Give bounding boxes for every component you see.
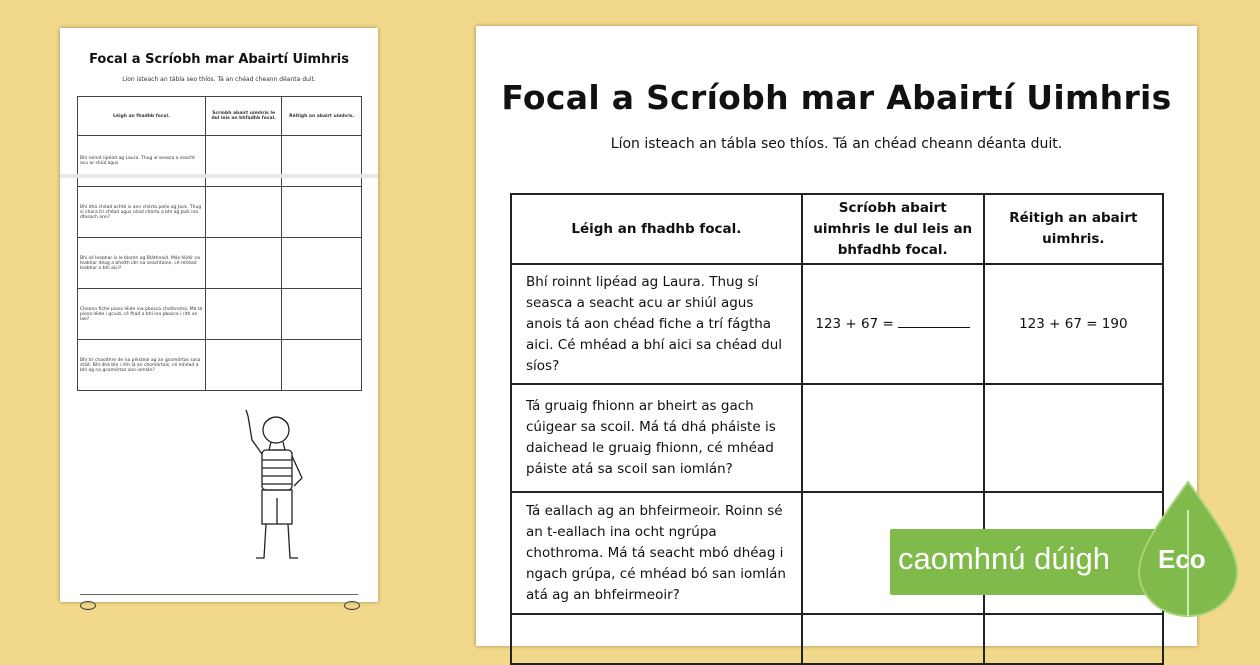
eco-label: Eco xyxy=(1158,544,1206,574)
page-fold xyxy=(60,174,378,178)
table-row xyxy=(78,340,362,391)
problem-text: Tá eallach ag an bhfeirmeoir. Roinn sé an t-eallach ina ocht ngrúpa chothroma. Má tá seacht mbó dhéag i ngach grúpa, cé mhéad bó san iomlán atá ag an bhfeirmeoir? xyxy=(511,492,802,614)
table-row xyxy=(511,384,1163,492)
table-row xyxy=(78,238,362,289)
number-sentence-cell xyxy=(802,384,984,492)
thumbnail-footer-line xyxy=(80,594,358,595)
thumbnail-title: Focal a Scríobh mar Abairtí Uimhris xyxy=(89,52,349,67)
number-sentence: 123 + 67 = xyxy=(815,315,894,332)
table-row xyxy=(78,136,362,187)
header-solve-sentence: Réitigh an abairt uimhris. xyxy=(984,194,1163,264)
thumbnail-header: Réitigh an abairt uimhris. xyxy=(282,97,362,136)
logo-icon xyxy=(344,601,360,610)
table-row xyxy=(78,289,362,340)
solution xyxy=(984,384,1163,492)
problem-text: Bhí roinnt lipéad ag Laura. Thug sí seasca a seacht acu ar shiúl agus anois tá aon chéad fiche a trí fágtha aici. Cé mhéad a bhí aici sa chéad dul síos? xyxy=(511,264,802,384)
thumbnail-cell: Bhí trí chaoithre de na péisteal ag an gcomórtas sasa stáit. Bhí dhá bhí i rith lá an chomórtais, cé mhéad a bhí ag na gcomórtas san iomlán? xyxy=(78,340,206,391)
solution: 123 + 67 = 190 xyxy=(984,264,1163,384)
thumbnail-preview[interactable] xyxy=(60,28,378,602)
thumbnail-instruction: Líon isteach an tábla seo thíos. Tá an chéad cheann déanta duit. xyxy=(122,76,316,83)
table-row xyxy=(511,264,1163,384)
thumbnail-cell: Bhí sé leabhar is le blomh ag Bláthnaid. Más féidir na leabhar déag a bheith idir na seachtaine, cé mhéad leabhar a bhí aici? xyxy=(78,238,206,289)
answer-blank xyxy=(898,315,970,328)
number-sentence-cell xyxy=(802,264,984,384)
header-write-sentence: Scríobh abairt uimhris le dul leis an bhfadhb focal. xyxy=(802,194,984,264)
table-row xyxy=(511,614,1163,664)
thumbnail-cell: Bhí roinnt lipéad ag Laura. Thug sí seasca a seacht acu ar shiúl agus xyxy=(78,136,206,187)
boy-illustration xyxy=(228,408,318,578)
thumbnail-table xyxy=(77,96,362,391)
header-read-problem: Léigh an fhadhb focal. xyxy=(511,194,802,264)
thumbnail-header: Scríobh abairt uimhris le dul leis an bhfadhb focal. xyxy=(205,97,282,136)
table-row xyxy=(78,187,362,238)
thumbnail-cell: Cheann fiche píosa léide ina pbosca chothroma. Má tá píosa léide i gcuid, cé fhad a bhí ina pbosca i rith an lae? xyxy=(78,289,206,340)
page-title: Focal a Scríobh mar Abairtí Uimhris xyxy=(501,78,1172,117)
table-header-row xyxy=(511,194,1163,264)
thumbnail-cell: Bhí dhá chéad achtó is ann chórta peile ag Jack. Thug sí chara trí chéad agus céad chórta a bhí ag Jack ina dtosach ann? xyxy=(78,187,206,238)
eco-badge-text: caomhnú dúigh xyxy=(898,541,1110,576)
thumbnail-header: Léigh an fhadhb focal. xyxy=(78,97,206,136)
logo-icon xyxy=(80,601,96,610)
problem-text: Tá gruaig fhionn ar bheirt as gach cúigear sa scoil. Má tá dhá pháiste is daichead le gruaig fhionn, cé mhéad páiste atá sa scoil san iomlán? xyxy=(511,384,802,492)
instruction-text: Líon isteach an tábla seo thíos. Tá an chéad cheann déanta duit. xyxy=(610,136,1063,152)
